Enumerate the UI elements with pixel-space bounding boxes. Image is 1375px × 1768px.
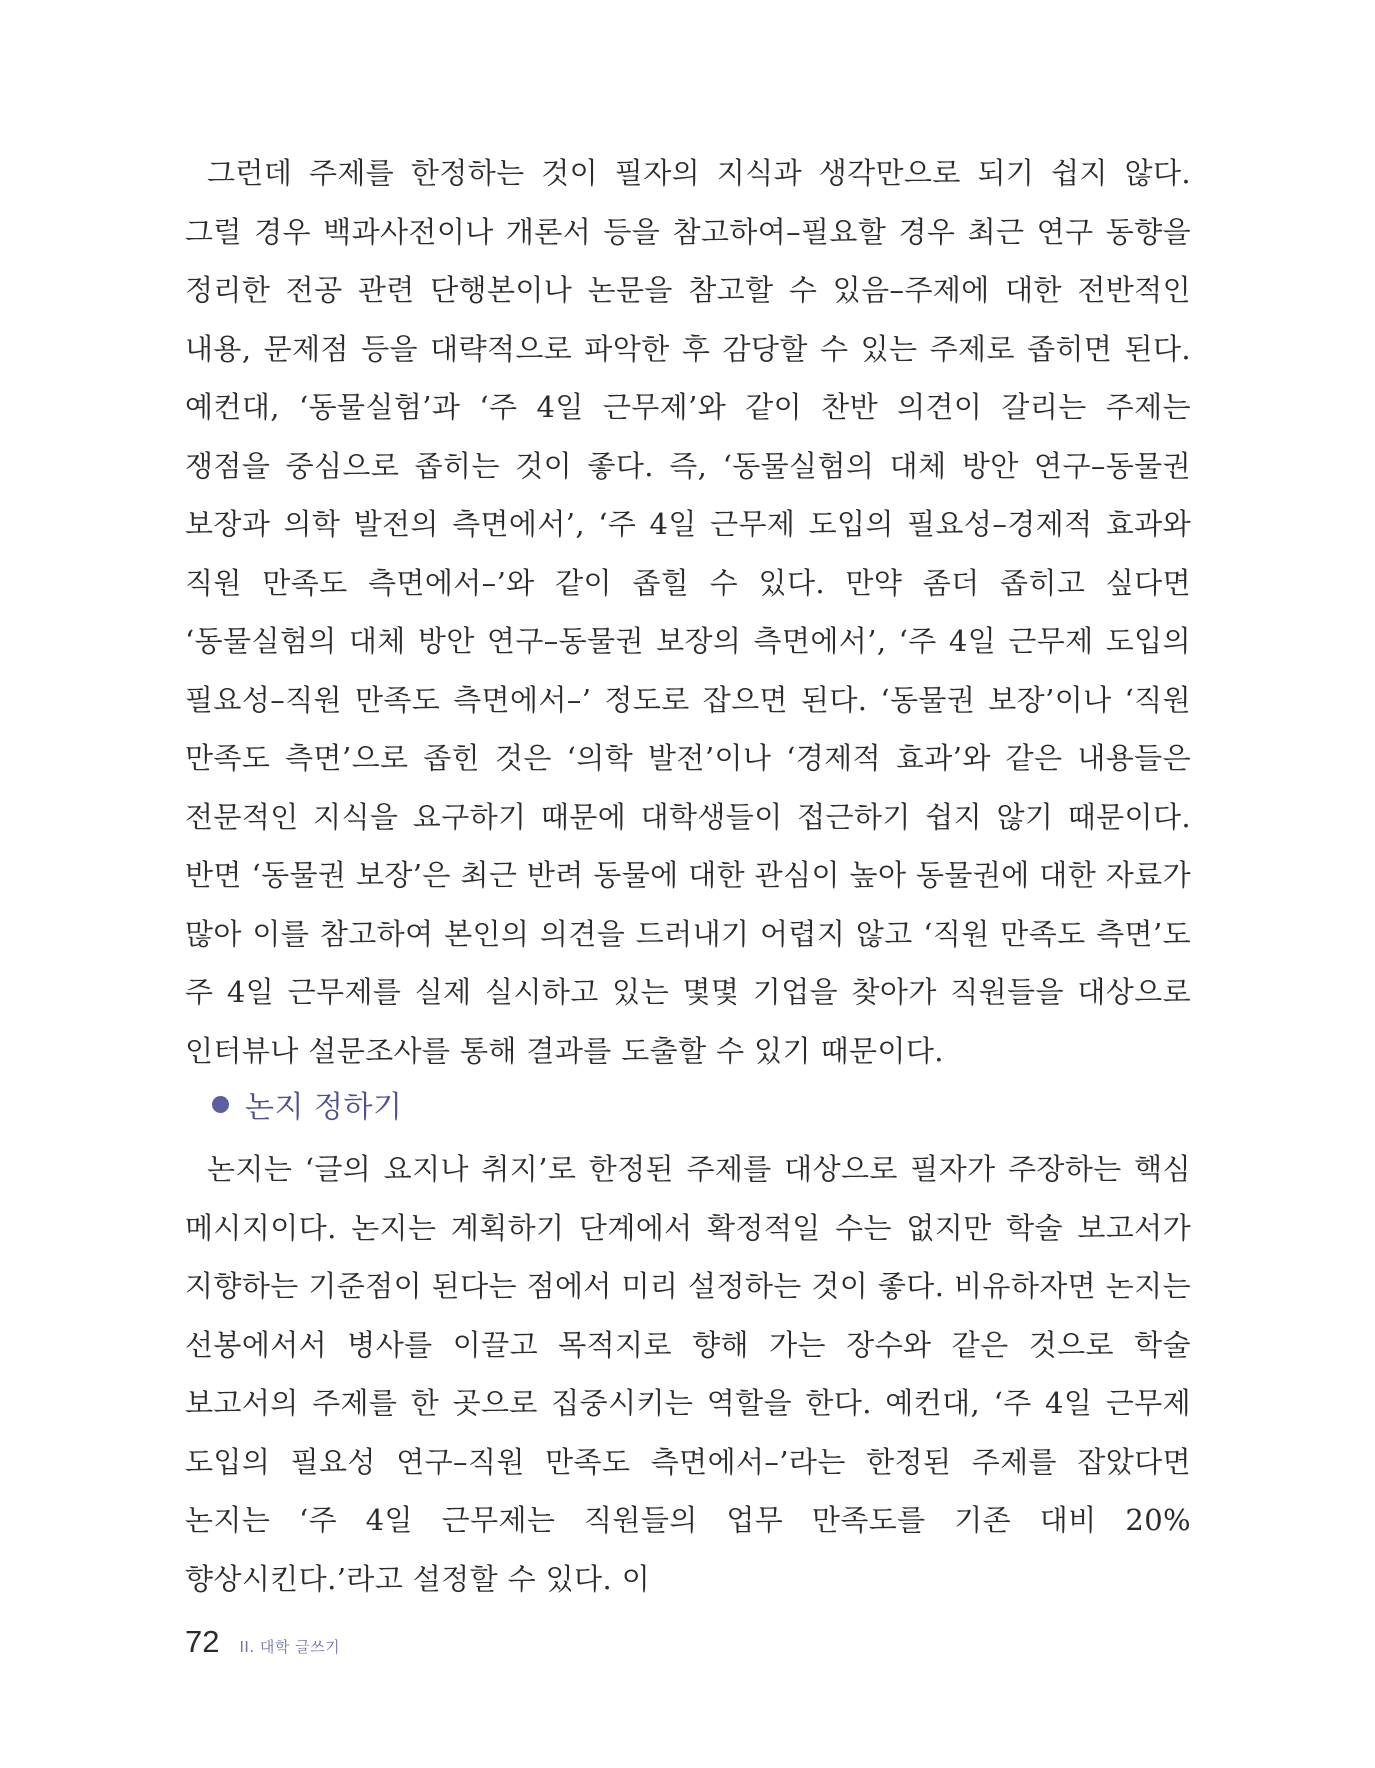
bullet-icon	[212, 1096, 229, 1113]
page-footer	[185, 1624, 340, 1660]
body-paragraph-topic-narrowing: 그런데 주제를 한정하는 것이 필자의 지식과 생각만으로 되기 쉽지 않다. 그럴 경우 백과사전이나 개론서 등을 참고하여–필요할 경우 최근 연구 동향을 정리한 전공 관련 단행본이나 논문을 참고할 수 있음–주제에 대한 전반적인 내용, 문제점 등을 대략적으로 파악한 후 감당할 수 있는 주제로 좁히면 된다. 예컨대, ‘동물실험’과 ‘주 4일 근무제’와 같이 찬반 의견이 갈리는 주제는 쟁점을 중심으로 좁히는 것이 좋다. 즉, ‘동물실험의 대체 방안 연구–동물권 보장과 의학 발전의 측면에서’, ‘주 4일 근무제 도입의 필요성–경제적 효과와 직원 만족도 측면에서–’와 같이 좁힐 수 있다. 만약 좀더 좁히고 싶다면 ‘동물실험의 대체 방안 연구–동물권 보장의 측면에서’, ‘주 4일 근무제 도입의 필요성–직원 만족도 측면에서–’ 정도로 잡으면 된다. ‘동물권 보장’이나 ‘직원 만족도 측면’으로 좁힌 것은 ‘의학 발전’이나 ‘경제적 효과’와 같은 내용들은 전문적인 지식을 요구하기 때문에 대학생들이 접근하기 쉽지 않기 때문이다. 반면 ‘동물권 보장’은 최근 반려 동물에 대한 관심이 높아 동물권에 대한 자료가 많아 이를 참고하여 본인의 의견을 드러내기 어렵지 않고 ‘직원 만족도 측면’도 주 4일 근무제를 실제 실시하고 있는 몇몇 기업을 찾아가 직원들을 대상으로 인터뷰나 설문조사를 통해 결과를 도출할 수 있기 때문이다.	[185, 156, 1191, 1068]
page-number: 72	[185, 1624, 220, 1659]
body-paragraph-thesis: 논지는 ‘글의 요지나 취지’로 한정된 주제를 대상으로 필자가 주장하는 핵심 메시지이다. 논지는 계획하기 단계에서 확정적일 수는 없지만 학술 보고서가 지향하는 기준점이 된다는 점에서 미리 설정하는 것이 좋다. 비유하자면 논지는 선봉에서서 병사를 이끌고 목적지로 향해 가는 장수와 같은 것으로 학술 보고서의 주제를 한 곳으로 집중시키는 역할을 한다. 예컨대, ‘주 4일 근무제 도입의 필요성 연구–직원 만족도 측면에서–’라는 한정된 주제를 잡았다면 논지는 ‘주 4일 근무제는 직원들의 업무 만족도를 기존 대비 20% 향상시킨다.’라고 설정할 수 있다. 이	[185, 1152, 1191, 1596]
section-heading-label: 논지 정하기	[245, 1090, 403, 1125]
running-head: II. 대학 글쓰기	[239, 1638, 341, 1656]
section-heading	[212, 1082, 402, 1126]
